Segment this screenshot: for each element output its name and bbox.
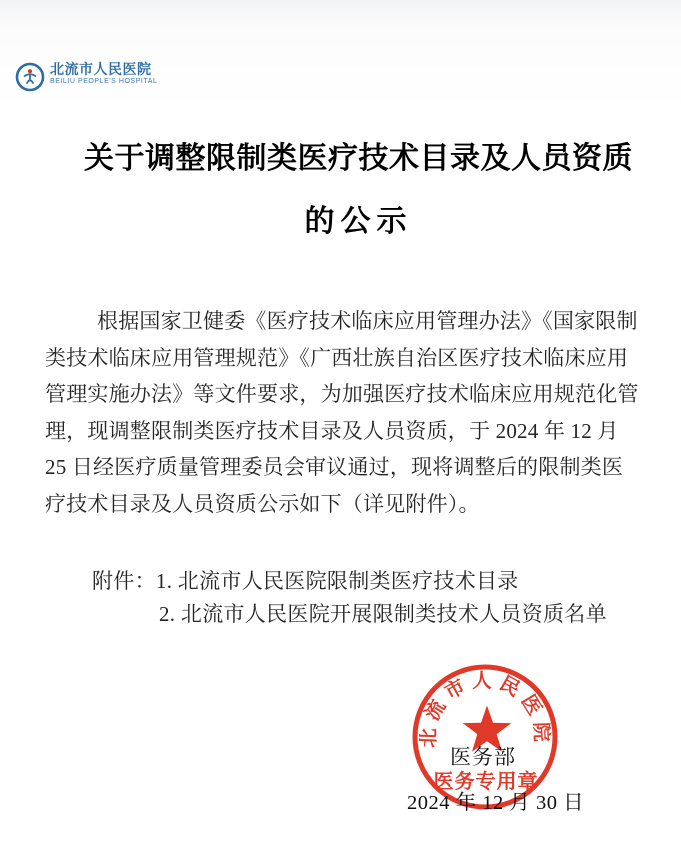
seal-arc-text: 北流市人民医院: [418, 670, 552, 749]
hospital-name-cn: 北流市人民医院: [50, 61, 152, 77]
title-line-1: 关于调整限制类医疗技术目录及人员资质: [84, 142, 633, 175]
document-title: [36, 142, 681, 239]
official-seal-stamp: [409, 661, 561, 813]
signature-date: 2024 年 12 月 30 日: [407, 792, 585, 814]
attachment-item-2: 2. 北流市人民医院开展限制类技术人员资质名单: [159, 602, 607, 626]
attachment-item-1: 附件：1. 北流市人民医院限制类医疗技术目录: [92, 569, 519, 593]
body-line: 25 日经医疗质量管理委员会审议通过，现将调整后的限制类医: [45, 455, 624, 480]
seal-banner-text: 医务专用章: [433, 771, 539, 793]
body-line: 疗技术目录及人员资质公示如下（详见附件）。: [45, 491, 480, 516]
hospital-name-en: BEILIU PEOPLE'S HOSPITAL: [50, 78, 158, 85]
hospital-emblem-icon: [15, 62, 45, 92]
body-line: 管理实施办法》等文件要求，为加强医疗技术临床应用规范化管: [45, 382, 639, 407]
body-line: 类技术临床应用管理规范》《广西壮族自治区医疗技术临床应用: [45, 345, 629, 370]
signature-department: 医务部: [450, 745, 516, 769]
body-line: 根据国家卫健委《医疗技术临床应用管理办法》《国家限制: [97, 309, 638, 333]
title-line-2: 的公示: [304, 205, 413, 238]
seal-star-icon: [463, 706, 512, 752]
body-line: 理，现调整限制类医疗技术目录及人员资质，于 2024 年 12 月: [45, 418, 619, 443]
body-paragraph: [45, 306, 637, 526]
hospital-logo: [15, 60, 157, 92]
